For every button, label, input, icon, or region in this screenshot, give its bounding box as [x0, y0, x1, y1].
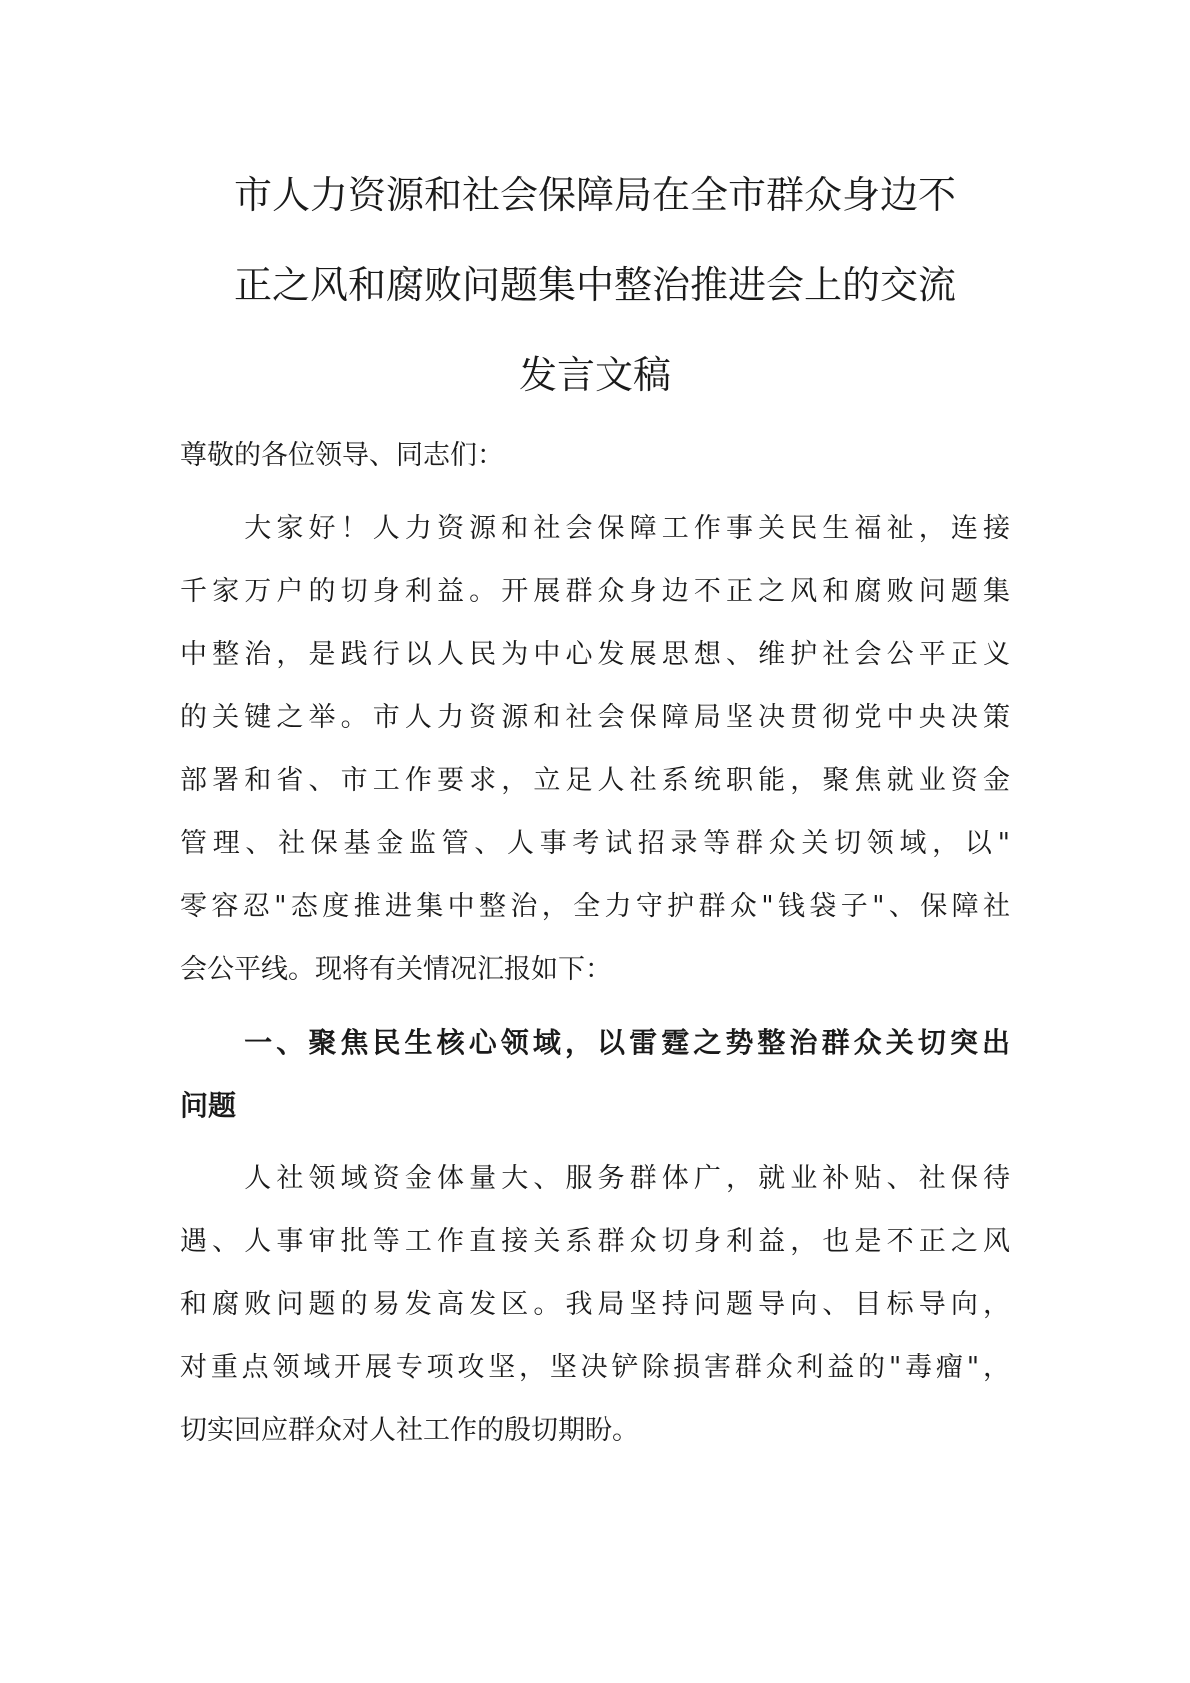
- paragraph-gap: [180, 1001, 1010, 1011]
- paragraph-line: 对重点领域开展专项攻坚，坚决铲除损害群众利益的"毒瘤"，: [180, 1352, 1010, 1383]
- paragraph-line: 的关键之举。市人力资源和社会保障局坚决贯彻党中央决策: [180, 702, 1010, 733]
- paragraph-line: 大家好！人力资源和社会保障工作事关民生福祉，连接: [180, 513, 1010, 544]
- paragraph-line: 和腐败问题的易发高发区。我局坚持问题导向、目标导向，: [180, 1289, 1010, 1320]
- salutation: [180, 424, 1010, 487]
- paragraph-line: 零容忍"态度推进集中整治，全力守护群众"钱袋子"、保障社: [180, 891, 1010, 922]
- paragraph-gap: [180, 487, 1010, 497]
- title-line: 市人力资源和社会保障局在全市群众身边不: [233, 173, 956, 217]
- paragraph-line: 遇、人事审批等工作直接关系群众切身利益，也是不正之风: [180, 1226, 1010, 1257]
- paragraph-gap: [180, 1137, 1010, 1147]
- heading-line: 一、聚焦民生核心领域，以雷霆之势整治群众关切突出: [180, 1026, 1010, 1059]
- salutation-line: 尊敬的各位领导、同志们：: [180, 440, 504, 471]
- paragraph-intro: [180, 497, 1010, 1001]
- paragraph-line: 千家万户的切身利益。开展群众身边不正之风和腐败问题集: [180, 576, 1010, 607]
- paragraph-line: 管理、社保基金监管、人事考试招录等群众关切领域，以": [180, 828, 1010, 859]
- document-title: [180, 150, 1010, 420]
- heading-line: 问题: [180, 1089, 237, 1122]
- paragraph-line: 中整治，是践行以人民为中心发展思想、维护社会公平正义: [180, 639, 1010, 670]
- document-body: [180, 424, 1010, 1462]
- paragraph-line: 切实回应群众对人社工作的殷切期盼。: [180, 1415, 639, 1446]
- paragraph-section-1: [180, 1147, 1010, 1462]
- paragraph-line: 人社领域资金体量大、服务群体广，就业补贴、社保待: [180, 1163, 1010, 1194]
- section-heading-1: [180, 1011, 1010, 1137]
- paragraph-line: 部署和省、市工作要求，立足人社系统职能，聚焦就业资金: [180, 765, 1010, 796]
- title-line: 正之风和腐败问题集中整治推进会上的交流: [233, 263, 956, 307]
- paragraph-line: 会公平线。现将有关情况汇报如下：: [180, 954, 612, 985]
- title-line: 发言文稿: [518, 353, 671, 397]
